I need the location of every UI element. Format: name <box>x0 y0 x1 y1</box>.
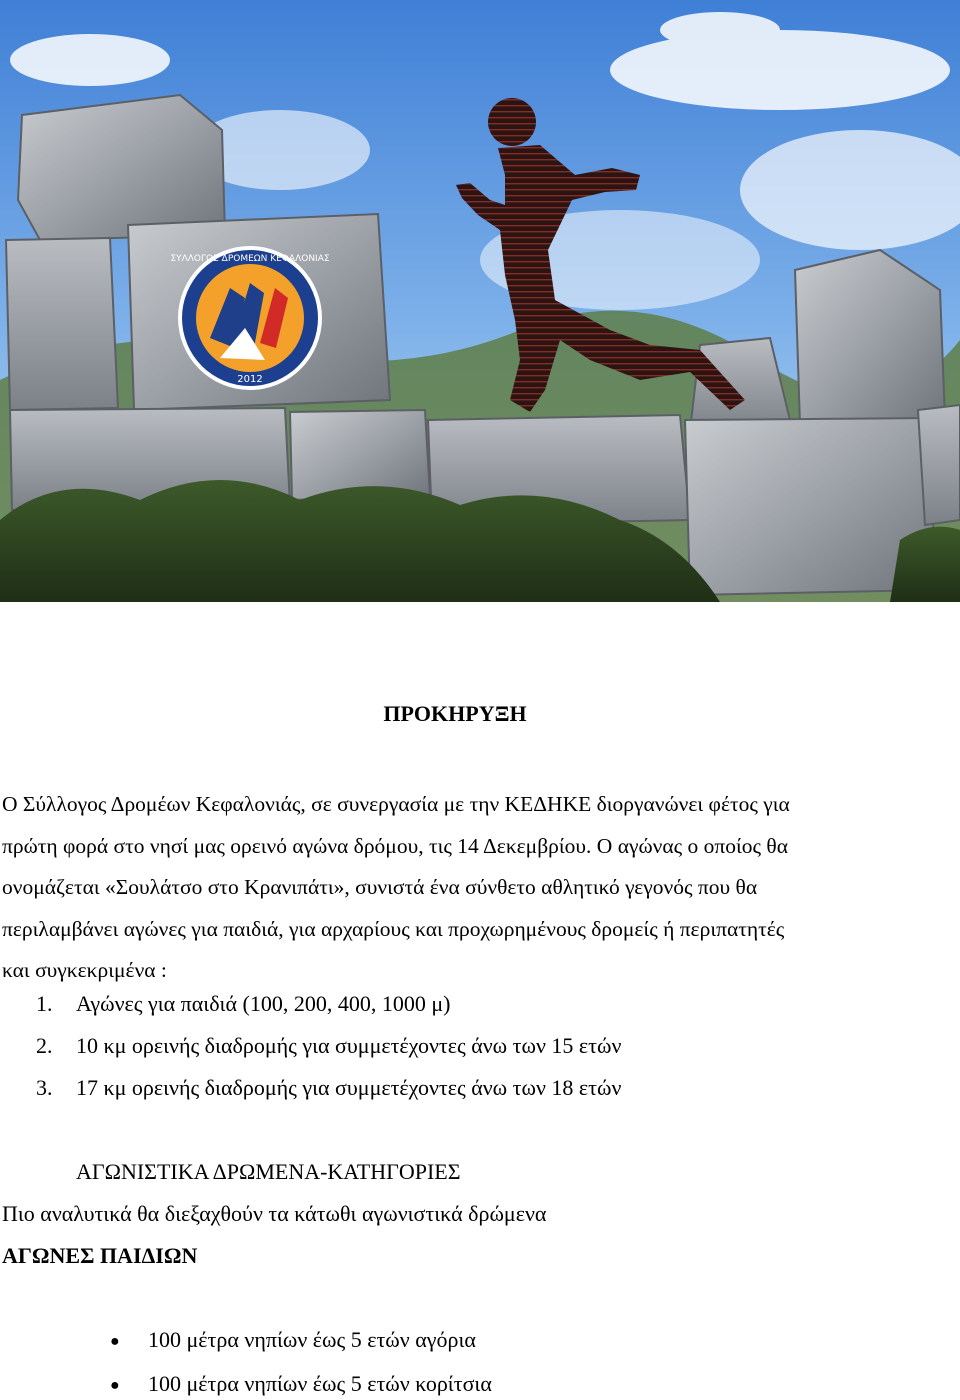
list-number: 1. <box>36 991 53 1016</box>
list-item: Αγώνες για παιδιά (100, 200, 400, 1000 μ) <box>76 991 451 1016</box>
list-item: 100 μέτρα νηπίων έως 5 ετών κορίτσια <box>148 1371 492 1396</box>
list-item: 10 κμ ορεινής διαδρομής για συμμετέχοντες άνω των 15 ετών <box>76 1033 622 1058</box>
list-item: 17 κμ ορεινής διαδρομής για συμμετέχοντες άνω των 18 ετών <box>76 1075 622 1100</box>
list-number: 3. <box>36 1075 53 1100</box>
page-title: ΠΡΟΚΗΡΥΞΗ <box>383 701 527 726</box>
intro-line: πρώτη φορά στο νησί μας ορεινό αγώνα δρόμου, τις 14 Δεκεμβρίου. Ο αγώνας ο οποίος θα <box>2 833 788 858</box>
logo-ring-text: ΣΥΛΛΟΓΟΣ ΔΡΟΜΕΩΝ ΚΕΦΑΛΟΝΙΑΣ <box>170 254 330 264</box>
bullet-icon: ● <box>110 1377 120 1394</box>
intro-line: και συγκεκριμένα : <box>2 958 167 982</box>
subsection-heading: ΑΓΩΝΕΣ ΠΑΙΔΙΩΝ <box>2 1243 198 1268</box>
section-heading: ΑΓΩΝΙΣΤΙΚΑ ΔΡΩΜΕΝΑ-ΚΑΤΗΓΟΡΙΕΣ <box>76 1159 461 1184</box>
logo-year: 2012 <box>237 374 263 385</box>
section-intro: Πιο αναλυτικά θα διεξαχθούν τα κάτωθι αγωνιστικά δρώμενα <box>2 1201 547 1226</box>
list-number: 2. <box>36 1033 53 1058</box>
bullet-icon: ● <box>110 1333 120 1350</box>
list-item: 100 μέτρα νηπίων έως 5 ετών αγόρια <box>148 1327 476 1352</box>
intro-paragraph <box>2 784 908 992</box>
hero-illustration <box>0 0 960 602</box>
intro-line: ονομάζεται «Σουλάτσο στο Κρανιπάτι», συνιστά ένα σύνθετο αθλητικό γεγονός που θα <box>2 875 758 899</box>
intro-line: Ο Σύλλογος Δρομέων Κεφαλονιάς, σε συνεργασία με την ΚΕΔΗΚΕ διοργανώνει φέτος για <box>2 792 790 816</box>
intro-line: περιλαμβάνει αγώνες για παιδιά, για αρχαρίους και προχωρημένους δρομείς ή περιπατητές <box>2 916 785 941</box>
hero-photo <box>0 0 960 602</box>
